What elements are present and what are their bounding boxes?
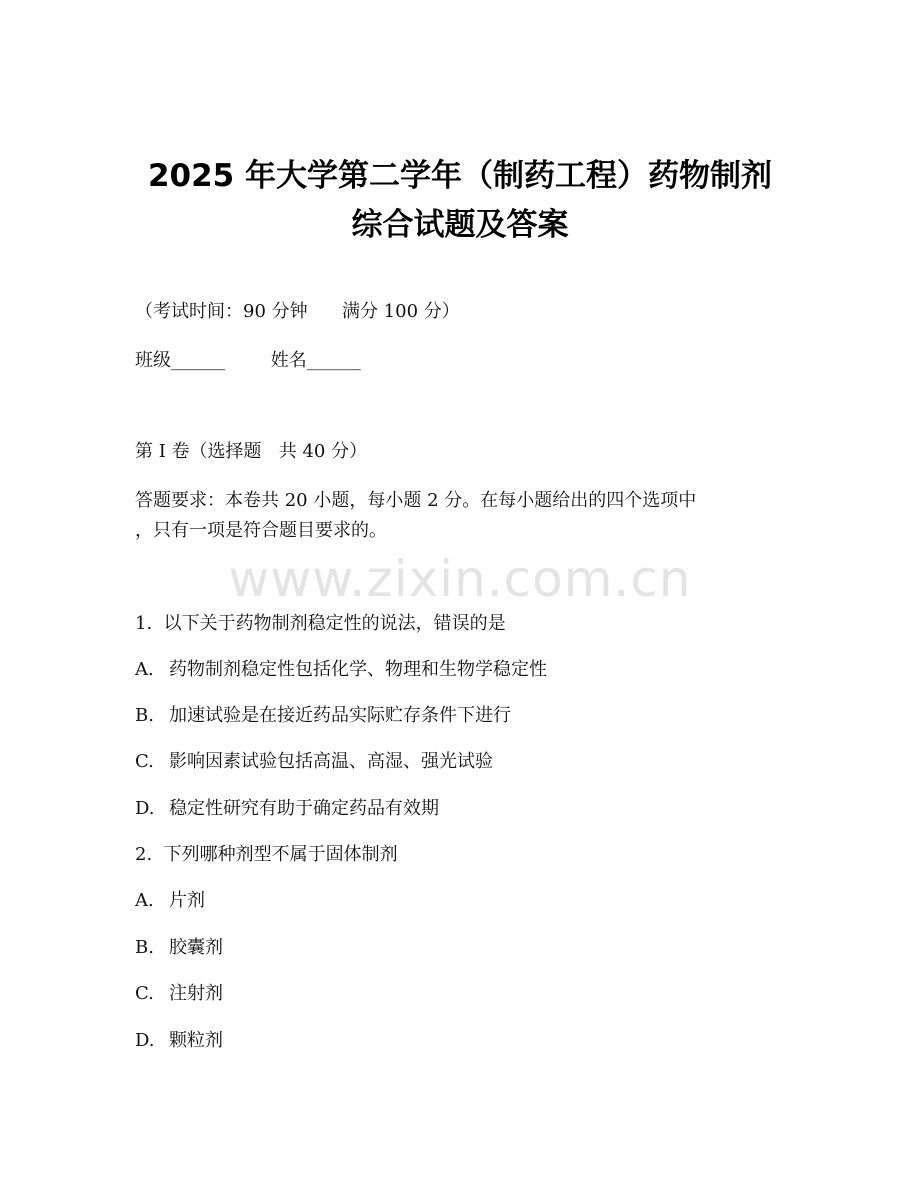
option-text: 颗粒剂: [169, 1030, 223, 1051]
option-text: 片剂: [169, 890, 205, 911]
exam-time-and-score: （考试时间：90 分钟 满分 100 分）: [135, 301, 460, 322]
option-text: 胶囊剂: [169, 937, 223, 958]
option-label: A.: [135, 890, 154, 911]
option-text: 影响因素试验包括高温、高湿、强光试验: [169, 751, 493, 772]
page-title-line-1: 2025 年大学第二学年（制药工程）药物制剂: [147, 158, 773, 194]
question-2-option-c: [135, 981, 223, 1007]
question-2-option-d: [135, 1028, 223, 1054]
option-text: 注射剂: [169, 983, 223, 1004]
question-1-stem: 1. 以下关于药物制剂稳定性的说法，错误的是: [135, 613, 506, 634]
option-label: C.: [135, 751, 154, 772]
question-1-option-c: [135, 749, 493, 775]
question-1-option-a: [135, 657, 547, 683]
option-text: 稳定性研究有助于确定药品有效期: [169, 798, 439, 819]
class-and-name-fields: 班级______ 姓名______: [135, 350, 361, 371]
section-instructions-line-1: 答题要求：本卷共 20 小题，每小题 2 分。在每小题给出的四个选项中: [135, 490, 697, 511]
question-1-option-d: [135, 796, 439, 822]
option-label: D.: [135, 1030, 155, 1051]
question-2-stem: 2. 下列哪种剂型不属于固体制剂: [135, 844, 398, 865]
option-label: C.: [135, 983, 154, 1004]
option-text: 药物制剂稳定性包括化学、物理和生物学稳定性: [169, 659, 547, 680]
option-label: B.: [135, 937, 154, 958]
option-text: 加速试验是在接近药品实际贮存条件下进行: [169, 705, 511, 726]
option-label: B.: [135, 705, 154, 726]
question-2-option-b: [135, 935, 223, 961]
question-1-option-b: [135, 703, 511, 729]
section-heading: 第 I 卷（选择题 共 40 分）: [135, 441, 368, 462]
section-instructions-line-2: ，只有一项是符合题目要求的。: [135, 520, 387, 541]
page-title-line-2: 综合试题及答案: [351, 207, 569, 243]
question-2-option-a: [135, 888, 205, 914]
watermark: www.zixin.com.cn: [228, 550, 692, 608]
option-label: D.: [135, 798, 155, 819]
option-label: A.: [135, 659, 154, 680]
